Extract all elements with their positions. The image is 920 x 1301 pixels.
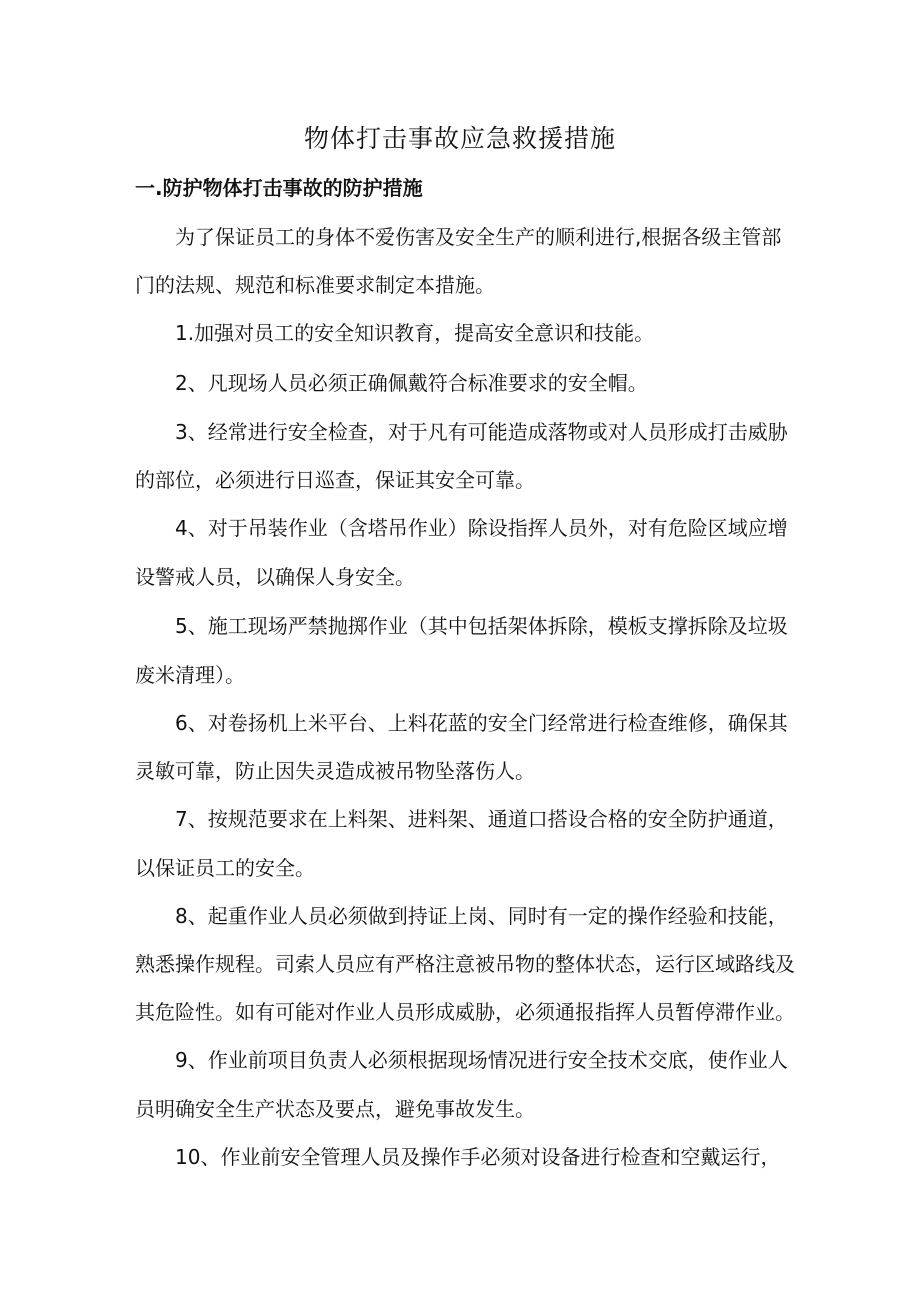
paragraph-intro-line-1: 为了保证员工的身体不爱伤害及安全生产的顺利进行,根据各级主管部 [175,225,782,249]
paragraph-intro-line-2: 门的法规、规范和标准要求制定本措施。 [135,273,495,297]
item-9-line-2: 员明确安全生产状态及要点，避免事故发生。 [135,1097,535,1121]
item-8-line-1: 8、起重作业人员必须做到持证上岗、同时有一定的操作经验和技能， [175,904,788,928]
item-5-line-1: 5、施工现场严禁抛掷作业（其中包括架体拆除，模板支撑拆除及垃圾 [175,614,788,638]
document-title: 物体打击事故应急救援措施 [303,124,616,153]
item-8-line-3: 其危险性。如有可能对作业人员形成威胁，必须通报指挥人员暂停滞作业。 [135,1000,795,1024]
item-6-line-2: 灵敏可靠，防止因失灵造成被吊物坠落伤人。 [135,759,535,783]
item-5-line-2: 废米清理）。 [135,663,245,687]
section-heading: 一.防护物体打击事故的防护措施 [135,176,423,200]
item-3-line-2: 的部位，必须进行日巡查，保证其安全可靠。 [135,468,535,492]
item-10-line-1: 10、作业前安全管理人员及操作手必须对设备进行检查和空戴运行， [175,1145,781,1169]
item-7-line-2: 以保证员工的安全。 [135,856,315,880]
item-6-line-1: 6、对卷扬机上米平台、上料花蓝的安全门经常进行检查维修，确保其 [175,711,788,735]
item-3-line-1: 3、经常进行安全检查，对于凡有可能造成落物或对人员形成打击威胁 [175,420,788,444]
item-4-line-1: 4、对于吊装作业（含塔吊作业）除设指挥人员外，对有危险区域应增 [175,516,788,540]
item-2-line-1: 2、凡现场人员必须正确佩戴符合标准要求的安全帽。 [175,371,648,395]
item-7-line-1: 7、按规范要求在上料架、进料架、通道口搭设合格的安全防护通道， [175,807,788,831]
item-8-line-2: 熟悉操作规程。司索人员应有严格注意被吊物的整体状态，运行区域路线及 [135,952,795,976]
item-9-line-1: 9、作业前项目负责人必须根据现场情况进行安全技术交底，使作业人 [175,1048,788,1072]
item-4-line-2: 设警戒人员，以确保人身安全。 [135,565,415,589]
item-1-line-1: 1.加强对员工的安全知识教育，提高安全意识和技能。 [175,321,655,345]
